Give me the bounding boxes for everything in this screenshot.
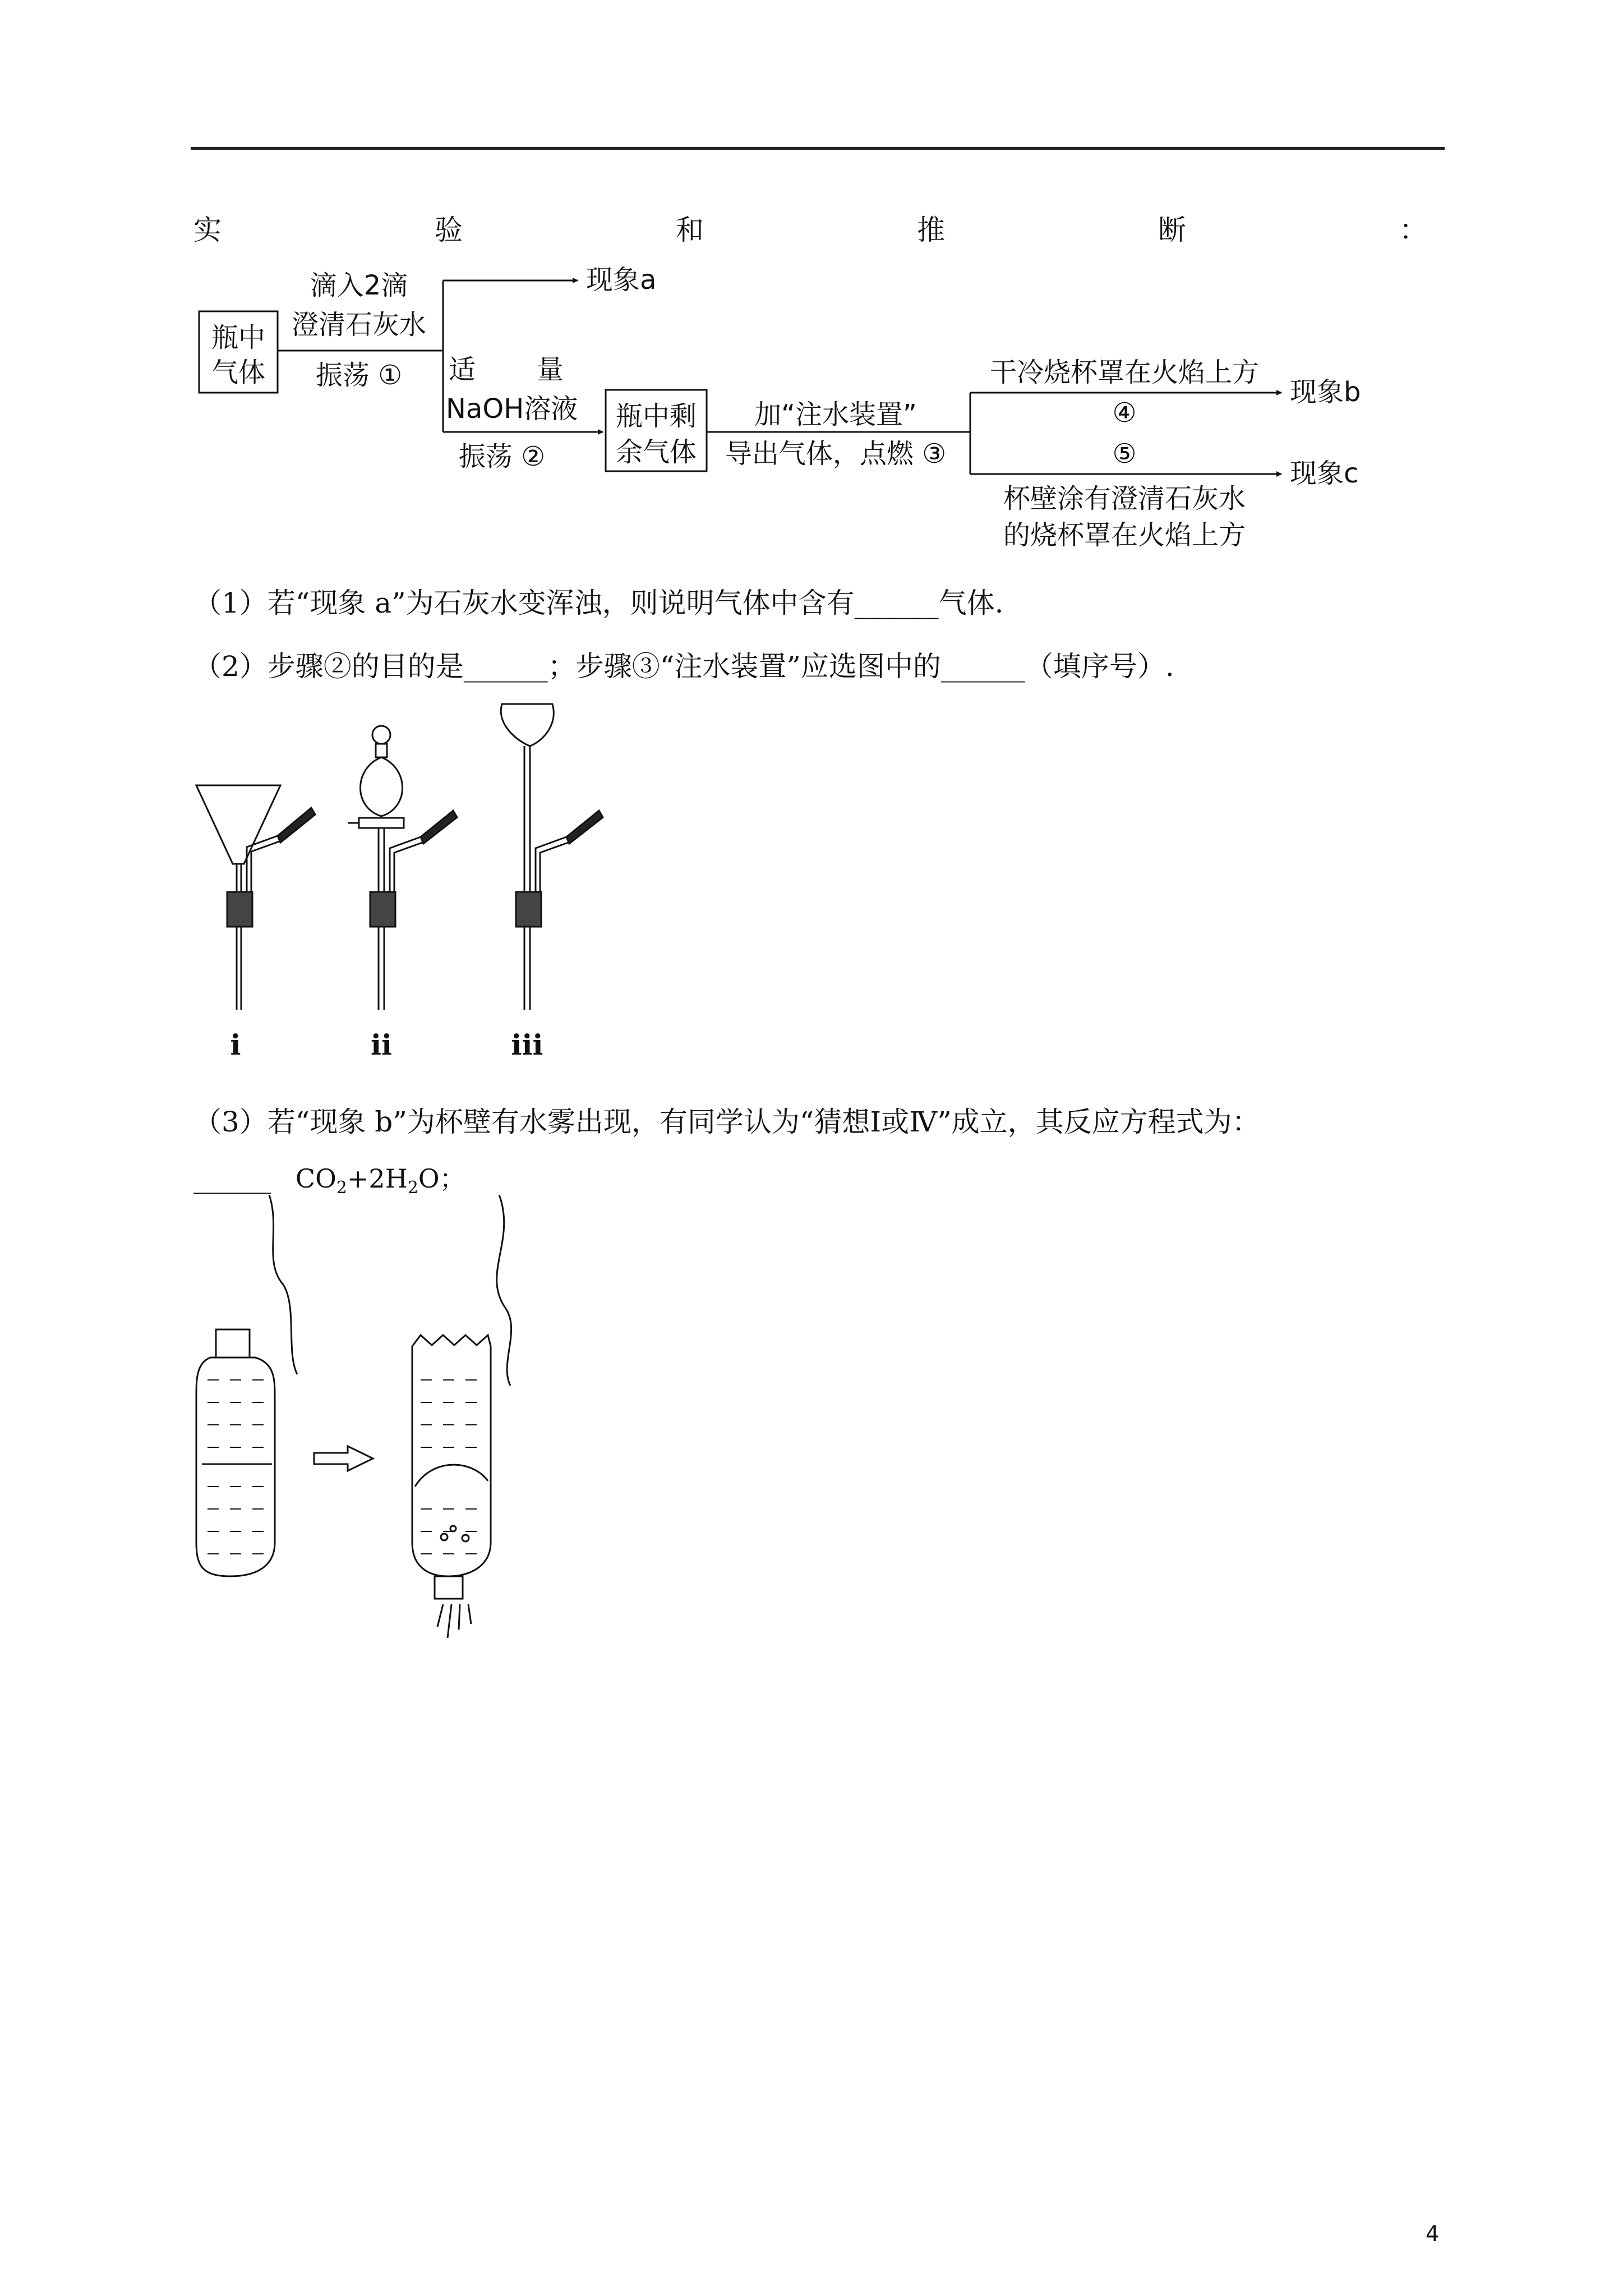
bottle-left <box>196 1195 297 1576</box>
step4-line2: ④ <box>1112 397 1137 429</box>
heading-char: 验 <box>435 214 463 246</box>
step1-line2: 澄清石灰水 <box>291 309 427 341</box>
heading-char: 推 <box>917 214 945 246</box>
answer-blank: ______ <box>193 1163 271 1194</box>
question-3: （3）若“现象 b”为杯壁有水雾出现，有同学认为“猜想Ⅰ或Ⅳ”成立，其反应方程式为： <box>193 1106 1260 1138</box>
experiment-flowchart <box>191 264 1447 561</box>
step2-char1: 适 <box>449 354 476 385</box>
box-remaining-gas-line2: 余气体 <box>615 436 697 468</box>
step5-line3: 的烧杯罩在火焰上方 <box>1003 519 1246 551</box>
page-number: 4 <box>1426 2221 1440 2246</box>
box-bottle-gas-line1: 瓶中 <box>211 322 266 353</box>
apparatus-label-ii: ii <box>371 1028 392 1061</box>
section-heading <box>193 208 1427 247</box>
question-1: （1）若“现象 a”为石灰水变浑浊，则说明气体中含有______气体. <box>193 587 1004 619</box>
apparatus-iii-long-neck-funnel <box>501 704 603 1010</box>
bottle-figure <box>185 1195 578 1644</box>
result-a: 现象a <box>586 264 657 296</box>
apparatus-ii-separatory-funnel <box>348 726 457 1010</box>
result-c: 现象c <box>1290 458 1359 489</box>
bottle-right <box>412 1195 511 1638</box>
box-remaining-gas-line1: 瓶中剩 <box>615 401 697 432</box>
heading-char: ： <box>1399 214 1427 246</box>
apparatus-label-iii: iii <box>511 1028 543 1061</box>
transition-arrow <box>314 1446 373 1471</box>
step3-line2: 导出气体，点燃 ③ <box>725 438 947 470</box>
step4-line1: 干冷烧杯罩在火焰上方 <box>989 357 1260 388</box>
step2-line2: NaOH溶液 <box>446 393 578 425</box>
step5-line1: ⑤ <box>1112 438 1137 470</box>
heading-char: 断 <box>1158 214 1186 246</box>
question-3-equation <box>193 1158 465 1198</box>
step1-line3: 振荡 ① <box>315 360 403 391</box>
equation-end: O； <box>418 1163 465 1194</box>
apparatus-i-funnel <box>196 785 315 1010</box>
header-rule <box>191 147 1445 150</box>
equation-subscript: 2 <box>407 1178 418 1198</box>
step1-line1: 滴入2滴 <box>310 270 408 301</box>
heading-char: 和 <box>676 214 704 246</box>
equation-subscript: 2 <box>336 1178 347 1198</box>
result-b: 现象b <box>1290 376 1361 408</box>
step5-line2: 杯壁涂有澄清石灰水 <box>1003 483 1246 514</box>
box-bottle-gas-line2: 气体 <box>211 357 266 388</box>
apparatus-label-i: i <box>230 1028 241 1061</box>
injection-apparatus-figure <box>185 696 690 1077</box>
equation-co: CO <box>295 1163 336 1194</box>
question-2: （2）步骤②的目的是______；步骤③“注水装置”应选图中的______（填序号）. <box>193 650 1174 683</box>
step2-line3: 振荡 ② <box>458 441 546 472</box>
heading-char: 实 <box>193 214 222 246</box>
equation-h: +2H <box>347 1163 408 1194</box>
step3-line1: 加“注水装置” <box>754 399 917 430</box>
step2-char2: 量 <box>536 354 564 385</box>
